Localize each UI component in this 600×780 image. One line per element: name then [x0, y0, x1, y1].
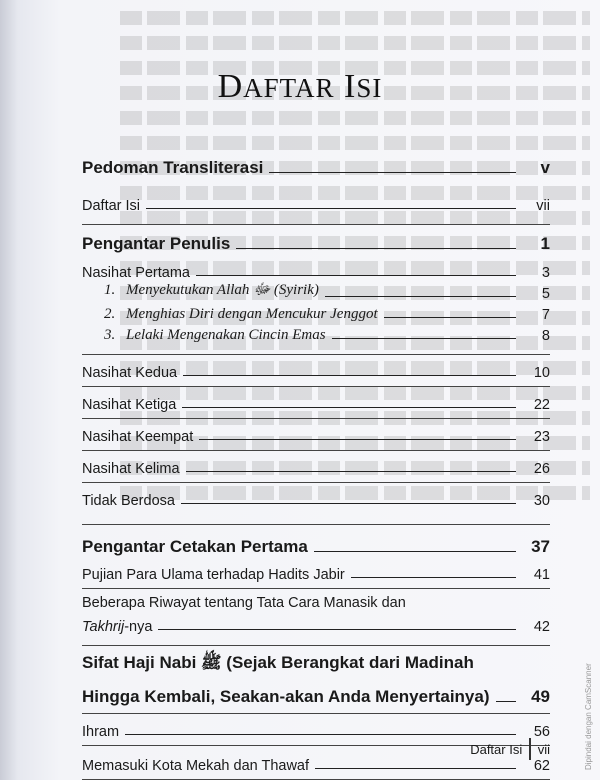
leader-line: [314, 551, 516, 552]
toc-entry-ihram[interactable]: Ihram 56: [82, 724, 550, 740]
leader-line: [384, 317, 516, 318]
leader-line: [146, 208, 516, 209]
leader-line: [199, 439, 516, 440]
toc-entry-riwayat[interactable]: Beberapa Riwayat tentang Tata Cara Manasik dan Takhrij-nya 42: [82, 595, 550, 635]
toc-entry-pujian[interactable]: Pujian Para Ulama terhadap Hadits Jabir 41: [82, 567, 550, 583]
table-of-contents: [82, 150, 550, 780]
toc-entry-nasihat-kelima[interactable]: Nasihat Kelima 26: [82, 461, 550, 477]
page-title: DAFTAR ISI: [217, 68, 383, 105]
section-divider: [82, 588, 550, 589]
toc-entry-transliterasi[interactable]: Pedoman Transliterasi v: [82, 158, 550, 177]
leader-line: [196, 275, 516, 276]
toc-entry-tidak-berdosa[interactable]: Tidak Berdosa 30: [82, 493, 550, 509]
leader-line: [183, 375, 516, 376]
running-footer: [470, 738, 550, 760]
section-divider: [82, 524, 550, 525]
leader-line: [351, 577, 516, 578]
toc-entry-daftar-isi[interactable]: Daftar Isi vii: [82, 198, 550, 214]
toc-entry-memasuki-mekah[interactable]: Memasuki Kota Mekah dan Thawaf 62: [82, 758, 550, 774]
toc-entry-nasihat-keempat[interactable]: Nasihat Keempat 23: [82, 429, 550, 445]
leader-line: [158, 629, 516, 630]
footer-section-title: Daftar Isi: [470, 741, 523, 757]
footer-page-number: vii: [537, 741, 550, 757]
leader-line: [315, 768, 516, 769]
leader-line: [269, 172, 516, 173]
section-divider: [82, 224, 550, 225]
leader-line: [181, 503, 516, 504]
toc-subentry-cincin-emas[interactable]: 3. Lelaki Mengenakan Cincin Emas 8: [104, 327, 550, 344]
section-divider: [82, 645, 550, 646]
scanner-watermark: Dipindai dengan CamScanner: [584, 663, 593, 770]
footer-separator: [529, 738, 531, 760]
toc-subentry-syirik[interactable]: 1. Menyekutukan Allah ﷻ (Syirik) 5: [104, 282, 550, 302]
toc-entry-nasihat-kedua[interactable]: Nasihat Kedua 10: [82, 365, 550, 381]
toc-entry-pengantar-cetakan[interactable]: Pengantar Cetakan Pertama 37: [82, 537, 550, 556]
leader-line: [325, 296, 516, 297]
leader-line: [496, 701, 517, 702]
leader-line: [236, 248, 516, 249]
toc-subentry-jenggot[interactable]: 2. Menghias Diri dengan Mencukur Jenggot 7: [104, 306, 550, 323]
toc-entry-nasihat-ketiga[interactable]: Nasihat Ketiga 22: [82, 397, 550, 413]
leader-line: [332, 338, 516, 339]
toc-entry-sifat-haji[interactable]: Sifat Haji Nabi ﷺ (Sejak Berangkat dari Madinah Hingga Kembali, Seakan-akan Anda Menyertainya) 49: [82, 653, 550, 706]
toc-entry-nasihat-pertama[interactable]: Nasihat Pertama 3: [82, 265, 550, 281]
leader-line: [182, 407, 516, 408]
leader-line: [186, 471, 516, 472]
leader-line: [125, 734, 516, 735]
toc-entry-pengantar-penulis[interactable]: Pengantar Penulis 1: [82, 234, 550, 253]
